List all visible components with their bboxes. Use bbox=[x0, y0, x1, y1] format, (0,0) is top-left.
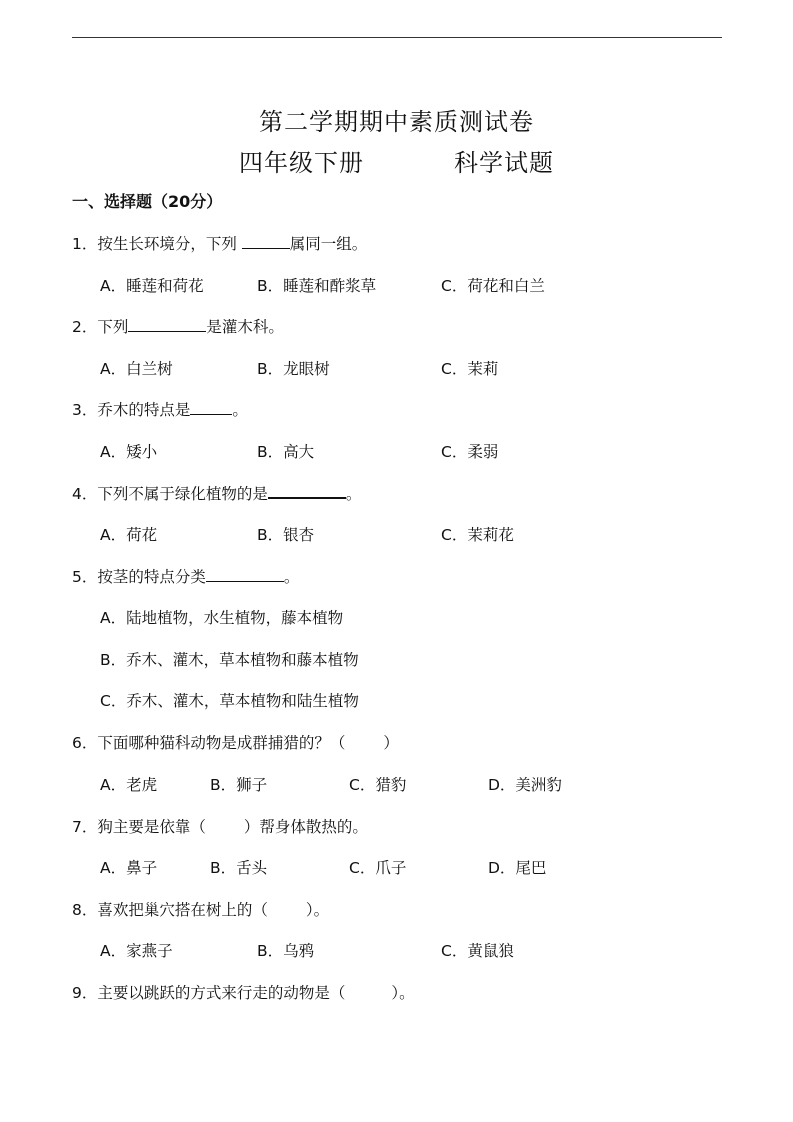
option[interactable]: D．美洲豹 bbox=[488, 776, 562, 794]
option[interactable]: C．乔木、灌木，草本植物和陆生植物 bbox=[100, 692, 359, 710]
question-1: 1．按生长环境分，下列 属同一组。 bbox=[72, 235, 368, 253]
header-rule bbox=[72, 37, 722, 38]
option[interactable]: A．家燕子 bbox=[100, 942, 173, 960]
option[interactable]: C．爪子 bbox=[349, 859, 407, 877]
answer-blank[interactable] bbox=[190, 400, 232, 415]
option[interactable]: C．柔弱 bbox=[441, 443, 499, 461]
option[interactable]: A．老虎 bbox=[100, 776, 158, 794]
subject-label: 科学试题 bbox=[454, 149, 554, 177]
option[interactable]: A．白兰树 bbox=[100, 360, 173, 378]
option[interactable]: A．鼻子 bbox=[100, 859, 158, 877]
question-7: 7．狗主要是依靠（ ）帮身体散热的。 bbox=[72, 818, 368, 836]
option[interactable]: B．乔木、灌木，草本植物和藤本植物 bbox=[100, 651, 359, 669]
section-heading: 一、选择题（20分） bbox=[72, 192, 223, 211]
question-3: 3．乔木的特点是 。 bbox=[72, 401, 248, 419]
option[interactable]: A．陆地植物，水生植物，藤本植物 bbox=[100, 609, 344, 627]
option[interactable]: B．乌鸦 bbox=[257, 942, 315, 960]
question-6: 6．下面哪种猫科动物是成群捕猎的？（ ） bbox=[72, 734, 399, 752]
option[interactable]: C．猎豹 bbox=[349, 776, 407, 794]
option[interactable]: A．荷花 bbox=[100, 526, 158, 544]
option[interactable]: B．睡莲和酢浆草 bbox=[257, 277, 377, 295]
answer-blank[interactable] bbox=[206, 567, 284, 582]
question-9: 9．主要以跳跃的方式来行走的动物是（ ）。 bbox=[72, 984, 415, 1002]
option[interactable]: B．舌头 bbox=[210, 859, 268, 877]
exam-subtitle bbox=[0, 143, 793, 178]
question-8: 8．喜欢把巢穴搭在树上的（ ）。 bbox=[72, 901, 330, 919]
option[interactable]: A．睡莲和荷花 bbox=[100, 277, 204, 295]
exam-title: 第二学期期中素质测试卷 bbox=[259, 108, 534, 136]
option[interactable]: B．狮子 bbox=[210, 776, 268, 794]
question-4: 4．下列不属于绿化植物的是 。 bbox=[72, 485, 362, 503]
option[interactable]: B．龙眼树 bbox=[257, 360, 330, 378]
answer-blank[interactable] bbox=[268, 483, 346, 499]
option[interactable]: C．荷花和白兰 bbox=[441, 277, 545, 295]
option[interactable]: B．银杏 bbox=[257, 526, 315, 544]
option[interactable]: A．矮小 bbox=[100, 443, 158, 461]
option[interactable]: D．尾巴 bbox=[488, 859, 547, 877]
option[interactable]: C．茉莉 bbox=[441, 360, 499, 378]
grade-label: 四年级下册 bbox=[239, 149, 364, 177]
option[interactable]: B．高大 bbox=[257, 443, 315, 461]
option[interactable]: C．黄鼠狼 bbox=[441, 942, 514, 960]
answer-blank[interactable] bbox=[242, 234, 290, 249]
answer-blank[interactable] bbox=[128, 317, 206, 332]
option[interactable]: C．茉莉花 bbox=[441, 526, 514, 544]
question-2: 2．下列 是灌木科。 bbox=[72, 318, 284, 336]
question-5: 5．按茎的特点分类 。 bbox=[72, 568, 300, 586]
